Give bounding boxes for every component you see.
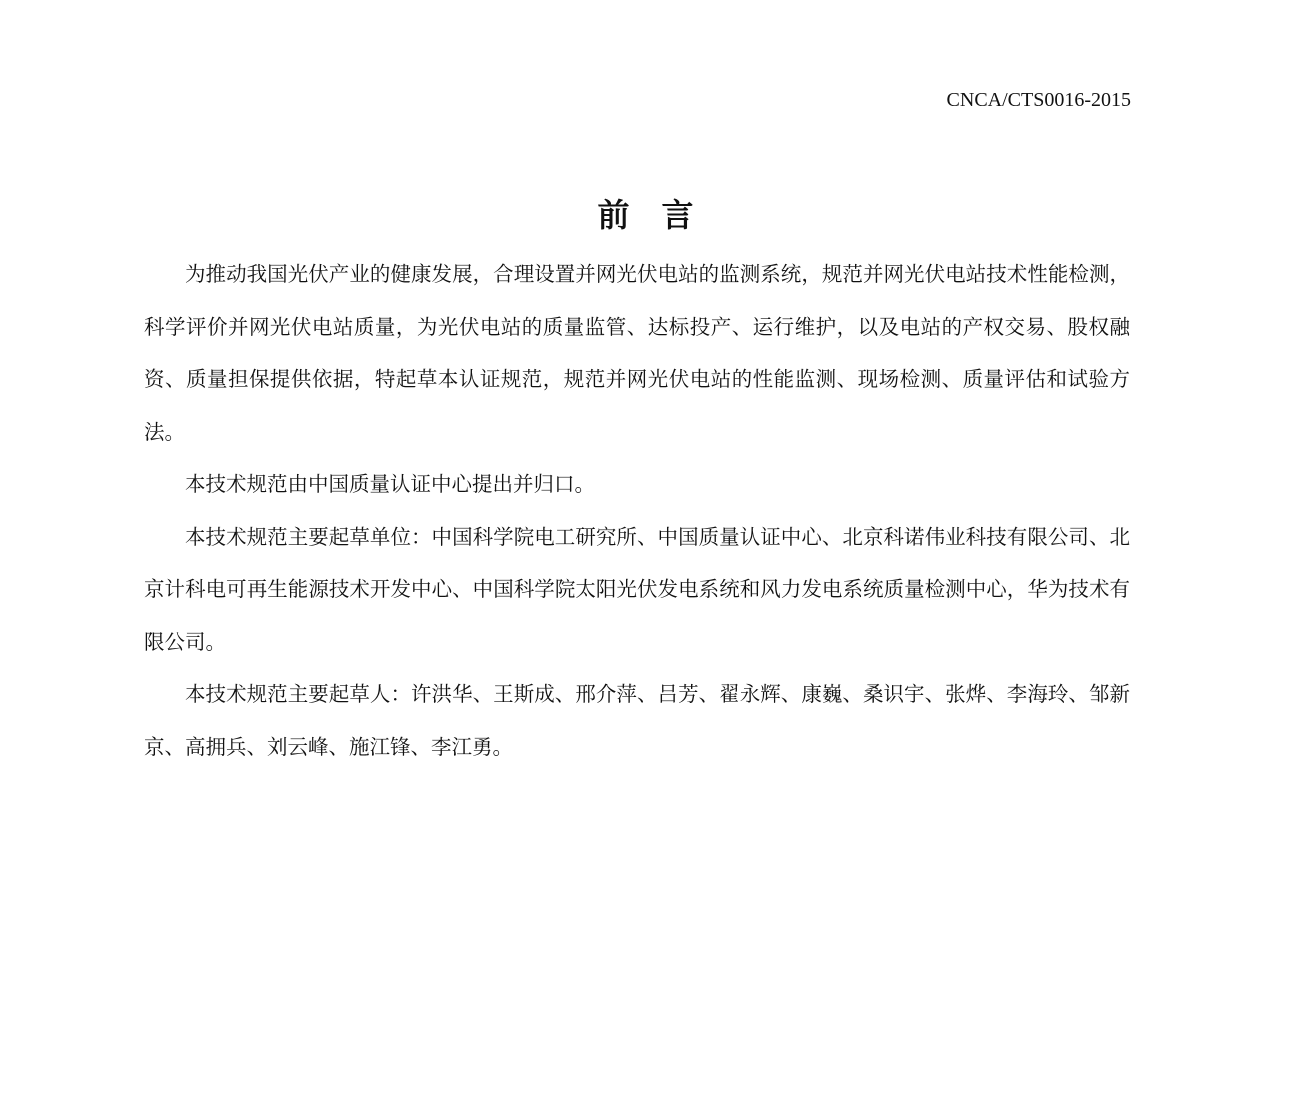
- preface-body: [144, 248, 1130, 773]
- preface-paragraph-drafting-units: 本技术规范主要起草单位：中国科学院电工研究所、中国质量认证中心、北京科诺伟业科技有限公司、北京计科电可再生能源技术开发中心、中国科学院太阳光伏发电系统和风力发电系统质量检测中心，华为技术有限公司。: [144, 524, 1130, 654]
- preface-paragraph-purpose: 为推动我国光伏产业的健康发展，合理设置并网光伏电站的监测系统，规范并网光伏电站技术性能检测，科学评价并网光伏电站质量，为光伏电站的质量监管、达标投产、运行维护，以及电站的产权交易、股权融资、质量担保提供依据，特起草本认证规范，规范并网光伏电站的性能监测、现场检测、质量评估和试验方法。: [144, 262, 1130, 444]
- document-code: CNCA/CTS0016-2015: [946, 89, 1131, 111]
- page-title: 前言: [597, 196, 726, 234]
- preface-paragraph-drafters: 本技术规范主要起草人：许洪华、王斯成、邢介萍、吕芳、翟永辉、康巍、桑识宇、张烨、李海玲、邹新京、高拥兵、刘云峰、施江锋、李江勇。: [144, 682, 1130, 759]
- preface-paragraph-proposer: 本技术规范由中国质量认证中心提出并归口。: [185, 472, 595, 496]
